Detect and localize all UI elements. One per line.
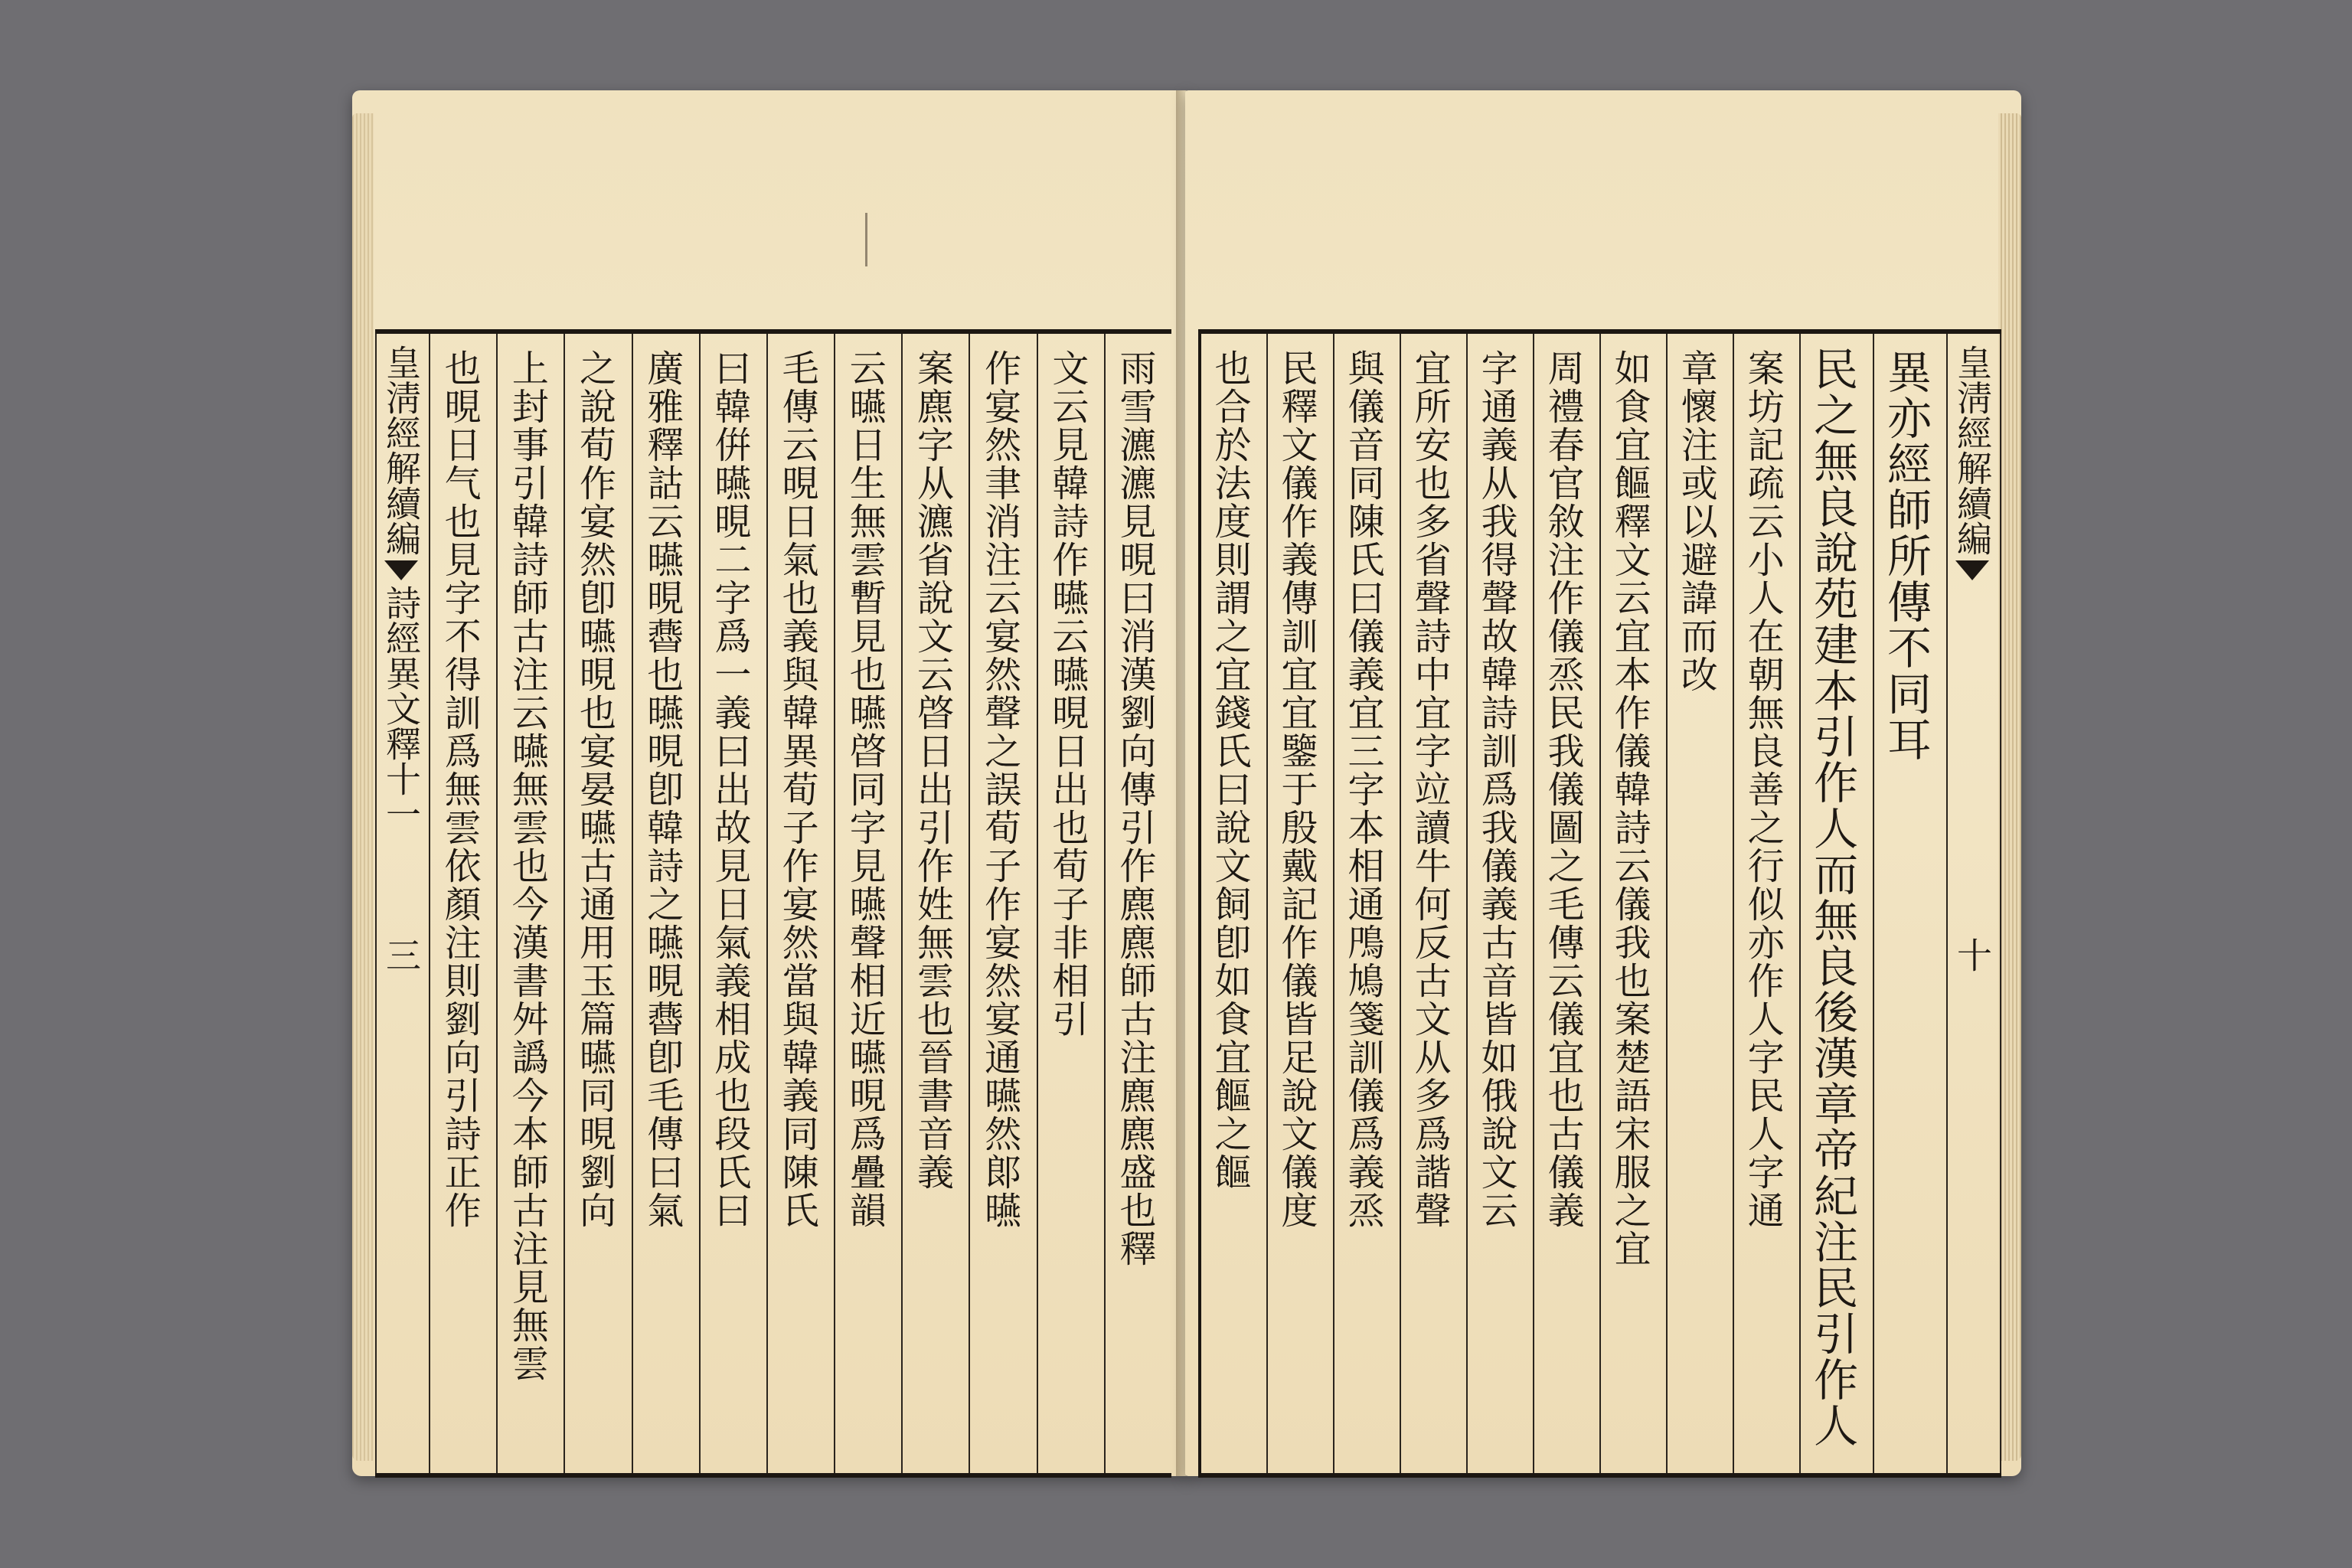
text-column: 與儀音同陳氏曰儀義宜三字本相通鳲鳩箋訓儀爲義烝 [1333, 334, 1400, 1473]
folio-number: 十 [1952, 937, 1993, 972]
text-column: 章懷注或以避諱而改 [1666, 334, 1733, 1473]
text-column: 如食宜饇釋文云宜本作儀韓詩云儀我也案楚語宋服之宜 [1599, 334, 1666, 1473]
text-column: 民釋文儀作義傳訓宜宜鑒于殷戴記作儀皆足說文儀度 [1266, 334, 1333, 1473]
text-column: 也合於法度則謂之宜錢氏曰說文飼卽如食宜饇之饇 [1207, 349, 1251, 1191]
text-column: 云曣日生無雲暫見也曣晵同字見曣聲相近曣晛爲疊韻 [834, 334, 901, 1473]
text-column: 文云見韓詩作曣云曣晛日出也荀子非相引 [1037, 334, 1104, 1473]
text-column: 之說荀作宴然卽曣晛也宴晏曣古通用玉篇曣同晛劉向 [564, 334, 631, 1473]
left-page-edges [352, 113, 374, 1461]
folio-number: 三 [381, 937, 422, 972]
text-column: 周禮春官敘注作儀烝民我儀圖之毛傳云儀宜也古儀義 [1533, 334, 1599, 1473]
text-column: 雨雪瀌瀌見晛曰消漢劉向傳引作麃麃師古注麃麃盛也釋 [1104, 334, 1171, 1473]
book-title: 皇淸經解續編 [381, 345, 422, 556]
right-columns [1201, 334, 2001, 1473]
fishtail-mark [384, 560, 418, 580]
left-text-frame [375, 329, 1171, 1478]
left-columns [375, 334, 1171, 1473]
text-column: 案坊記疏云小人在朝無良善之行似亦作人字民人字通 [1733, 334, 1799, 1473]
text-column: 廣雅釋詁云曣晛㬫也曣晛卽韓詩之曣晛㬫卽毛傳曰氣 [632, 334, 699, 1473]
text-column: 曰韓倂曣晛二字爲一義曰出故見日氣義相成也段氏曰 [699, 334, 766, 1473]
text-column: 案麃字从瀌省說文云晵日出引作姓無雲也晉書音義 [901, 334, 969, 1473]
ink-mark [865, 213, 867, 266]
open-book [337, 90, 2029, 1484]
section-title: 詩經異文釋十一 [381, 585, 422, 831]
text-column: 上封事引韓詩師古注云曣無雲也今漢書舛譌今本師古注見無雲 [496, 334, 564, 1473]
text-column: 宜所安也多省聲詩中宜字竝讀牛何反古文从多爲諧聲 [1400, 334, 1466, 1473]
text-column: 字通義从我得聲故韓詩訓爲我儀義古音皆如俄說文云 [1466, 334, 1533, 1473]
text-column: 毛傳云晛日氣也義與韓異荀子作宴然當與韓義同陳氏 [766, 334, 834, 1473]
text-column: 民之無良說苑建本引作人而無良後漢章帝紀注民引作人 [1799, 334, 1873, 1473]
text-column: 也晛日气也見字不得訓爲無雲依顏注則劉向引詩正作 [438, 349, 482, 1230]
left-page [352, 90, 1188, 1476]
right-text-frame [1198, 329, 2001, 1478]
text-column: 作宴然聿消注云宴然聲之誤荀子作宴然宴通曣然郞曣 [969, 334, 1036, 1473]
left-centre-strip [375, 334, 430, 1473]
fishtail-mark [1955, 560, 1989, 580]
right-page-edges [1998, 113, 2021, 1461]
right-centre-strip [1946, 334, 2001, 1473]
text-column: 異亦經師所傳不同耳 [1873, 334, 1946, 1473]
book-title: 皇淸經解續編 [1952, 345, 1993, 556]
